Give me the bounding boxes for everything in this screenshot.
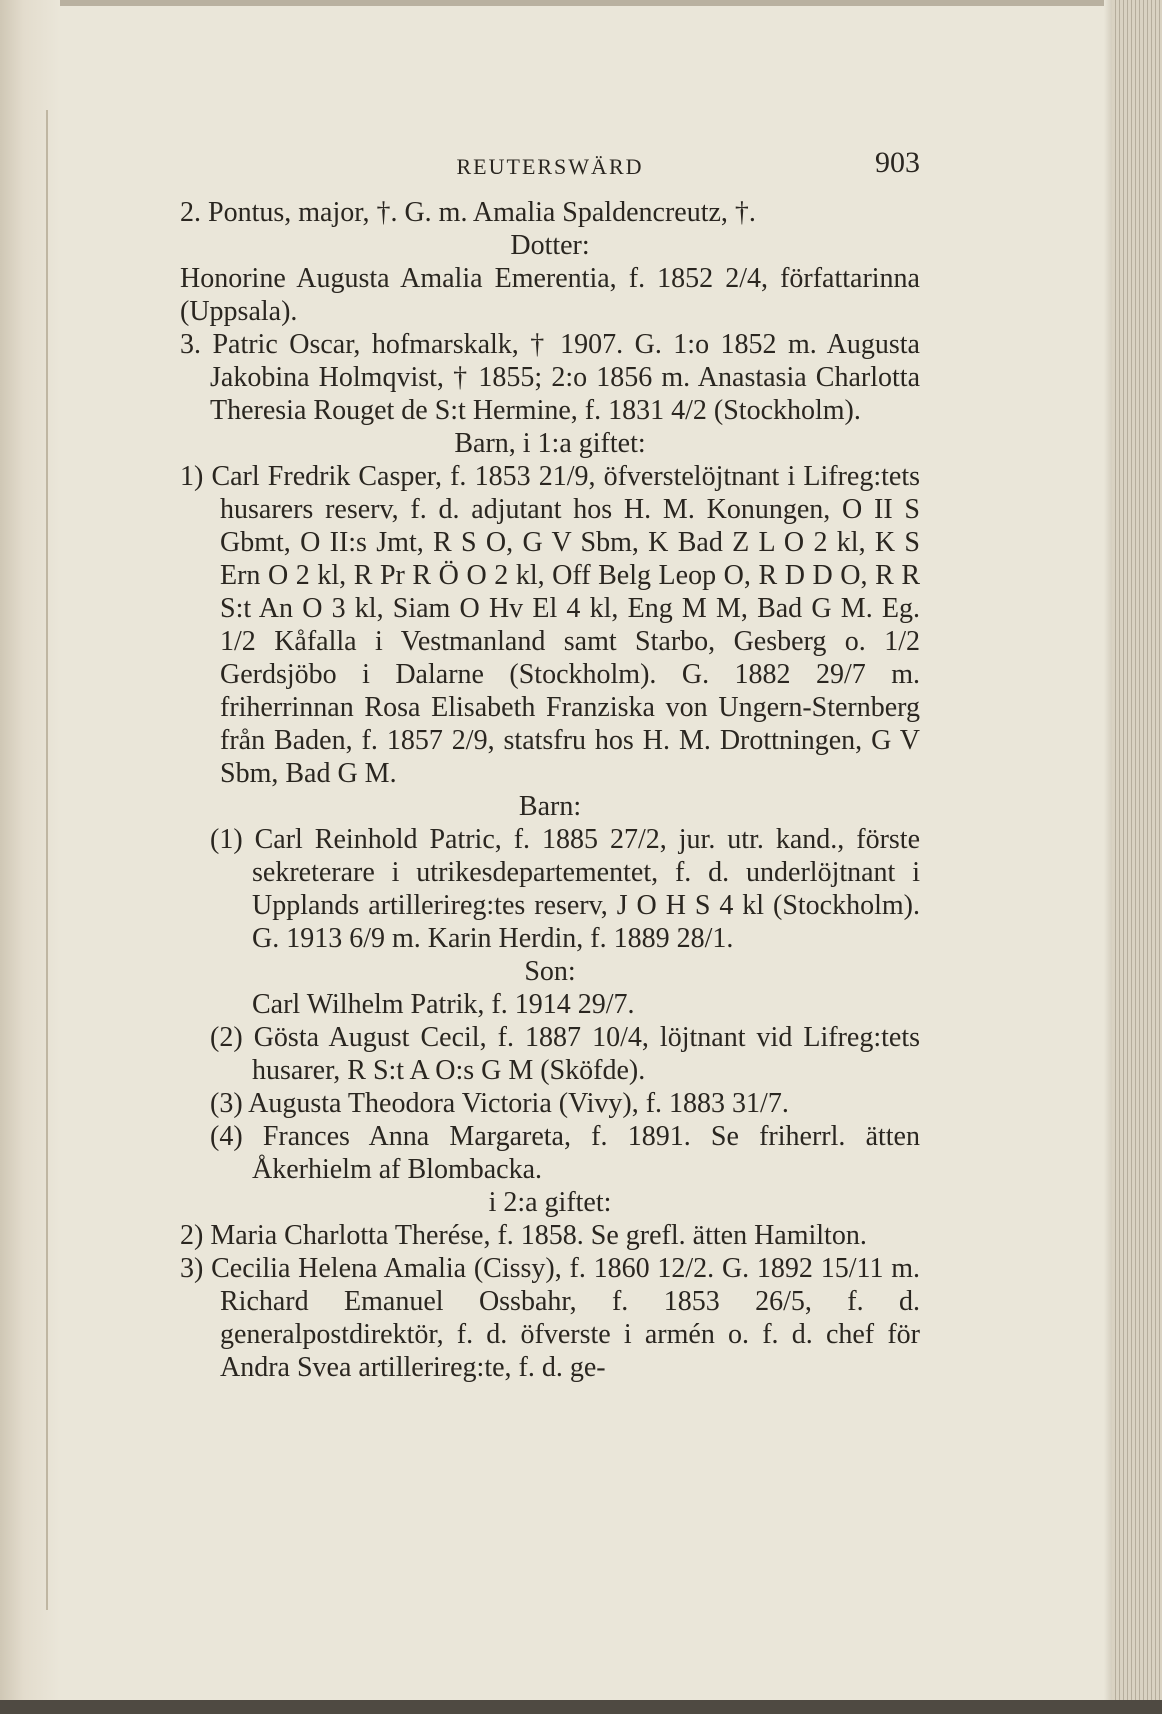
page-text xyxy=(180,140,920,1384)
page-top-edge xyxy=(0,0,1162,6)
page-number: 903 xyxy=(875,146,920,179)
heading-second-marriage: i 2:a giftet: xyxy=(488,1187,612,1218)
entry-cecilia-helena: 3) Cecilia Helena Amalia (Cissy), f. 1860 12/2. G. 1892 15/11 m. Richard Emanuel Ossbahr, f. 1853 26/5, f. d. generalpostdirektör, f. d. öfverste i armén o. f. d. chef för Andra Svea artillerireg:te, f. d. ge- xyxy=(180,1253,920,1383)
entry-augusta-theodora: (3) Augusta Theodora Victoria (Vivy), f. 1883 31/7. xyxy=(210,1088,789,1119)
entry-carl-reinhold-patric: (1) Carl Reinhold Patric, f. 1885 27/2, jur. utr. kand., förste sekreterare i utrikesdepartementet, f. d. underlöjtnant i Upplands artillerireg:tes reserv, J O H S 4 kl (Stockholm). G. 1913 6/9 m. Karin Herdin, f. 1889 28/1. xyxy=(210,824,920,954)
page-bottom-edge xyxy=(0,1700,1162,1714)
running-title: REUTERSWÄRD xyxy=(456,154,644,179)
heading-dotter: Dotter: xyxy=(510,230,590,261)
entry-carl-wilhelm-patrik: Carl Wilhelm Patrik, f. 1914 29/7. xyxy=(252,989,635,1020)
entry-frances-anna: (4) Frances Anna Margareta, f. 1891. Se friherrl. ätten Åkerhielm af Blombacka. xyxy=(210,1121,920,1185)
heading-son: Son: xyxy=(524,956,576,987)
entry-maria-charlotta: 2) Maria Charlotta Therése, f. 1858. Se grefl. ätten Hamilton. xyxy=(180,1220,867,1251)
entry-carl-fredrik-casper: 1) Carl Fredrik Casper, f. 1853 21/9, öfverstelöjtnant i Lifreg:tets husarers reserv, f. d. adjutant hos H. M. Konungen, O II S Gbmt, O II:s Jmt, R S O, G V Sbm, K Bad Z L O 2 kl, K S Ern O 2 kl, R Pr R Ö O 2 kl, Off Belg Leop O, R D D O, R R S:t An O 3 kl, Siam O Hv El 4 kl, Eng M M, Bad G M. Eg. 1/2 Kåfalla i Vestmanland samt Starbo, Gesberg o. 1/2 Gerdsjöbo i Dalarne (Stockholm). G. 1882 29/7 m. friherrinnan Rosa Elisabeth Franziska von Ungern-Sternberg från Baden, f. 1857 2/9, statsfru hos H. M. Drottningen, G V Sbm, Bad G M. xyxy=(180,461,920,789)
entry-patric-oscar: 3. Patric Oscar, hofmarskalk, † 1907. G. 1:o 1852 m. Augusta Jakobina Holmqvist, † 1855; 2:o 1856 m. Anastasia Charlotta Theresia Rouget de S:t Hermine, f. 1831 4/2 (Stockholm). xyxy=(180,329,920,426)
page-stack-edges xyxy=(1112,0,1162,1714)
running-header xyxy=(180,140,920,196)
page-gutter xyxy=(0,0,60,1714)
heading-barn-first-marriage: Barn, i 1:a giftet: xyxy=(454,428,646,459)
gutter-fold-line xyxy=(46,110,48,1610)
heading-barn: Barn: xyxy=(518,791,582,822)
entry-honorine: Honorine Augusta Amalia Emerentia, f. 1852 2/4, författarinna (Uppsala). xyxy=(180,263,920,327)
entry-pontus: 2. Pontus, major, †. G. m. Amalia Spaldencreutz, †. xyxy=(180,197,756,228)
entry-gosta-august-cecil: (2) Gösta August Cecil, f. 1887 10/4, löjtnant vid Lifreg:tets husarer, R S:t A O:s G M (Sköfde). xyxy=(210,1022,920,1086)
